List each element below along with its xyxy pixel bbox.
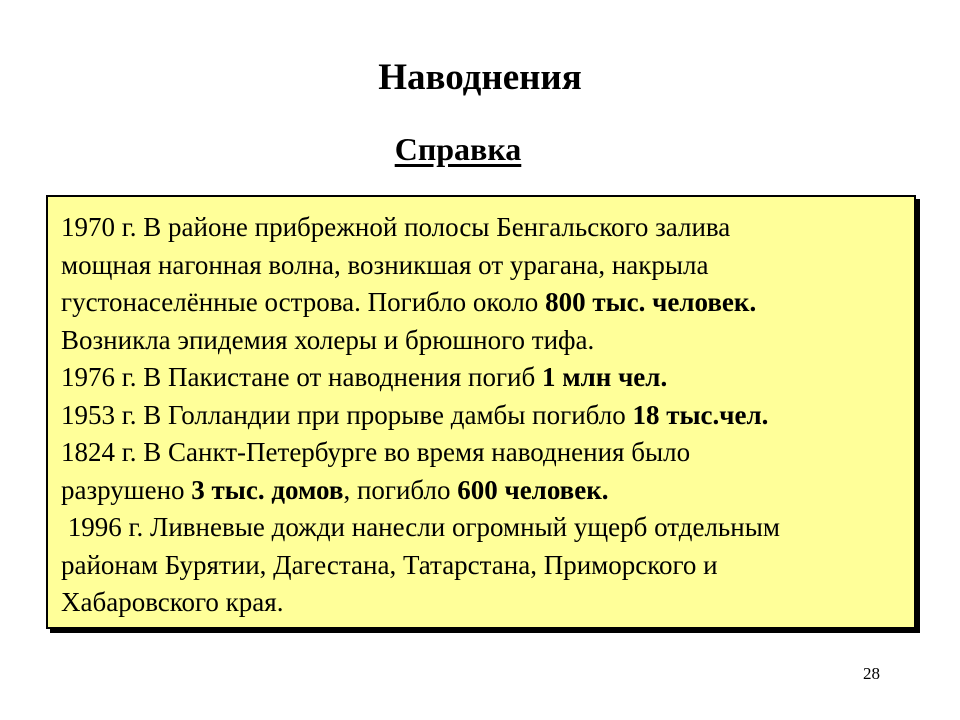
text-line: густонаселённые острова. Погибло около — [61, 287, 546, 317]
paragraph-1976-pakistan — [61, 359, 906, 397]
text-line: Возникла эпидемия холеры и брюшного тифа. — [61, 324, 595, 355]
text-line: мощная нагонная волна, возникшая от урагана, накрыла — [61, 249, 709, 280]
page-number: 28 — [863, 664, 880, 683]
slide-subtitle: Справка — [394, 131, 522, 167]
highlight-casualties: 1 млн чел. — [541, 362, 668, 392]
text-line: разрушено — [61, 474, 192, 505]
slide-title: Наводнения — [378, 57, 582, 98]
paragraph-1970-bengal — [61, 209, 906, 359]
text-line: 1824 г. В Санкт-Петербурге во время наводнения было — [61, 437, 691, 467]
text-line: 1953 г. В Голландии при прорыве дамбы погибло — [61, 399, 633, 430]
paragraph-1824-petersburg — [61, 434, 906, 509]
paragraph-1953-holland — [61, 397, 906, 435]
text-line: районам Бурятии, Дагестана, Татарстана, Приморского и — [61, 549, 718, 580]
text-line: , погибло — [343, 474, 458, 505]
highlight-casualties: 800 тыс. человек. — [545, 287, 757, 317]
reference-box — [46, 195, 916, 629]
highlight-damage: 3 тыс. домов — [191, 474, 344, 505]
text-line: 1970 г. В районе прибрежной полосы Бенгальского залива — [61, 212, 731, 242]
highlight-casualties: 600 человек. — [457, 474, 609, 505]
paragraph-1996-rains — [61, 509, 906, 622]
text-line: 1976 г. В Пакистане от наводнения погиб — [61, 362, 542, 392]
highlight-casualties: 18 тыс.чел. — [632, 399, 769, 430]
text-line: 1996 г. Ливневые дожди нанесли огромный ущерб отдельным — [61, 512, 780, 542]
text-line: Хабаровского края. — [61, 587, 284, 617]
